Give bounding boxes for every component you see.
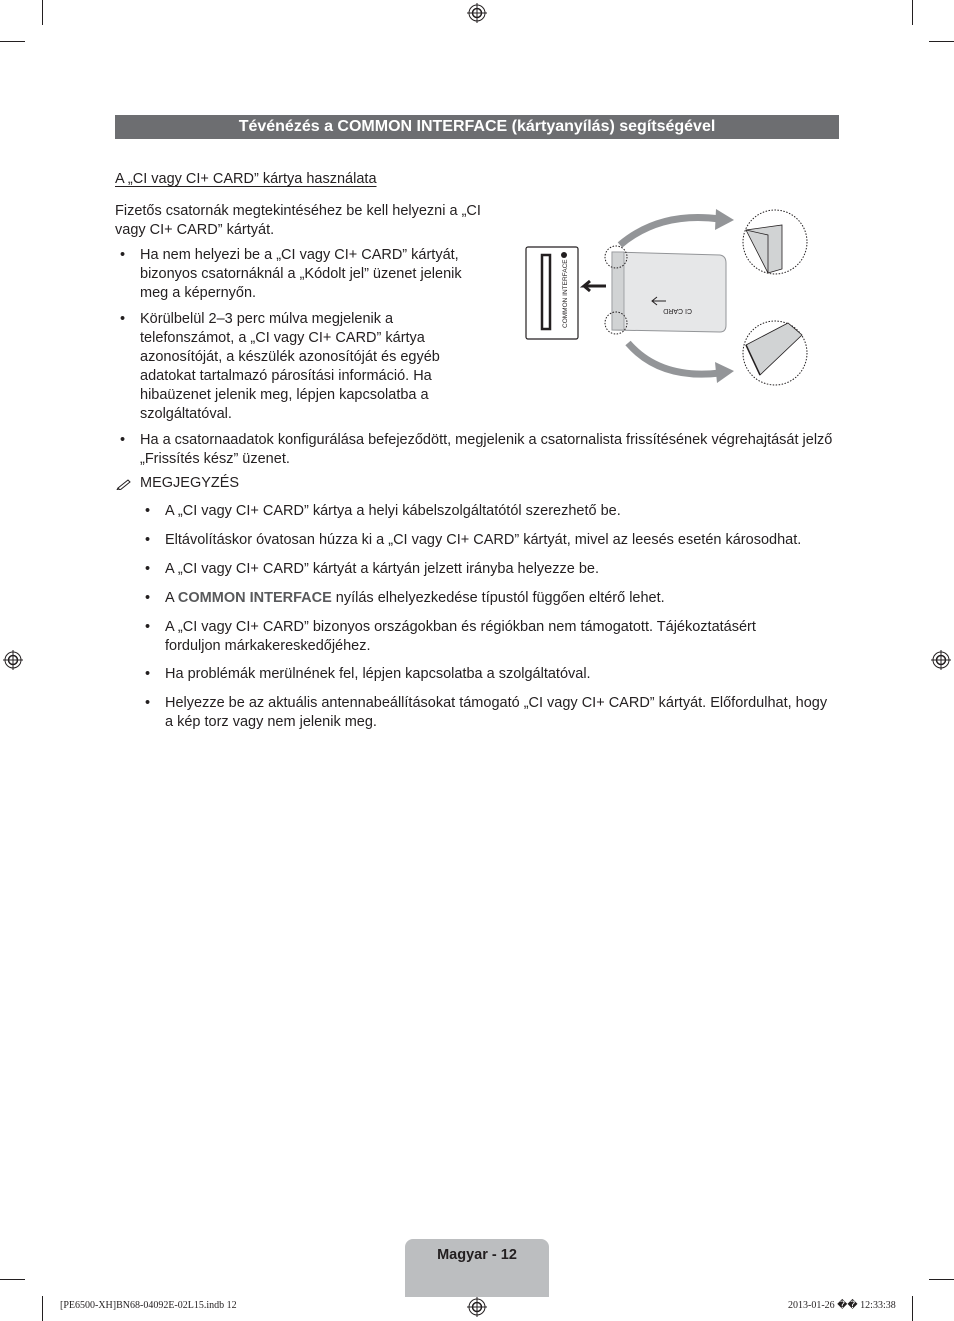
note-item: Helyezze be az aktuális antennabeállításokat támogató „CI vagy CI+ CARD” kártyát. Előfordulhat, hogy a kép torz vagy nem jelenik meg. <box>165 695 828 730</box>
subheading: A „CI vagy CI+ CARD” kártya használata <box>115 171 377 187</box>
registration-mark-icon <box>3 650 23 670</box>
intro-paragraph: Fizetős csatornák megtekintéséhez be kell helyezni a „CI vagy CI+ CARD” kártyát. <box>115 203 481 238</box>
ci-card-illustration <box>520 205 820 390</box>
bullet-item: Ha a csatornaadatok konfigurálása befejeződött, megjelenik a csatornalista frissítésének végrehajtását jelző „Frissítés kész” üzenet. <box>140 432 833 467</box>
registration-mark-icon <box>931 650 951 670</box>
bullet-mark: • <box>145 590 151 606</box>
bullet-mark: • <box>145 561 151 577</box>
bullet-mark: • <box>145 532 151 548</box>
note-item: Eltávolításkor óvatosan húzza ki a „CI vagy CI+ CARD” kártyát, mivel az leesés esetén károsodhat. <box>165 532 802 548</box>
ci-card <box>612 252 726 332</box>
crop-mark <box>912 0 913 25</box>
print-slug-left: [PE6500-XH]BN68-04092E-02L15.indb 12 <box>60 1300 237 1311</box>
note-item-prefix: A <box>165 590 178 606</box>
section-title: Tévénézés a COMMON INTERFACE (kártyanyílás) segítségével <box>115 115 839 139</box>
curved-arrow-top-icon <box>620 217 720 245</box>
registration-mark-icon <box>467 1297 487 1317</box>
slot-label: COMMON INTERFACE <box>562 259 569 328</box>
note-item: A „CI vagy CI+ CARD” kártyát a kártyán jelzett irányba helyezze be. <box>165 561 599 577</box>
bullet-mark: • <box>145 666 151 682</box>
common-interface-slot <box>526 247 578 339</box>
print-slug-right: 2013-01-26 �� 12:33:38 <box>788 1300 896 1311</box>
crop-mark <box>42 0 43 25</box>
bullet-mark: • <box>120 247 126 263</box>
crop-mark <box>0 1279 25 1280</box>
note-item: A „CI vagy CI+ CARD” bizonyos országokban és régiókban nem támogatott. Tájékoztatásért forduljon márkakereskedőjéhez. <box>165 619 756 654</box>
bullet-item: Körülbelül 2–3 perc múlva megjelenik a telefonszámot, a „CI vagy CI+ CARD” kártya azonosítóját, a készülék azonosítóját és egyéb adatokat tartalmazó párosítási információ. Ha hibaüzenet jelenik meg, lépjen kapcsolatba a szolgáltatóval. <box>140 311 440 422</box>
note-item: A „CI vagy CI+ CARD” kártya a helyi kábelszolgáltatótól szerezhető be. <box>165 503 621 519</box>
note-item: Ha problémák merülnének fel, lépjen kapcsolatba a szolgáltatóval. <box>165 666 591 682</box>
curved-arrow-bottom-icon <box>628 343 720 374</box>
crop-mark <box>42 1296 43 1321</box>
crop-mark <box>929 41 954 42</box>
note-label: MEGJEGYZÉS <box>140 475 240 491</box>
bullet-mark: • <box>145 695 151 711</box>
crop-mark <box>912 1296 913 1321</box>
bullet-mark: • <box>145 503 151 519</box>
note-item-suffix: nyílás elhelyezkedése típustól függően eltérő lehet. <box>331 590 665 606</box>
insert-arrow-icon <box>584 281 606 291</box>
page-number-tab: Magyar - 12 <box>405 1239 549 1297</box>
bullet-item: Ha nem helyezi be a „CI vagy CI+ CARD” kártyát, bizonyos csatornáknál a „Kódolt jel” üzenet jelenik meg a képernyőn. <box>140 247 462 301</box>
crop-mark <box>0 41 25 42</box>
pencil-note-icon <box>116 478 132 490</box>
crop-mark <box>929 1279 954 1280</box>
note-item <box>165 589 839 608</box>
bullet-mark: • <box>120 311 126 327</box>
bullet-mark: • <box>120 432 126 448</box>
note-item-bold: COMMON INTERFACE <box>177 590 332 606</box>
registration-mark-icon <box>467 3 487 23</box>
card-label: CI CARD <box>663 307 692 314</box>
bullet-mark: • <box>145 619 151 635</box>
